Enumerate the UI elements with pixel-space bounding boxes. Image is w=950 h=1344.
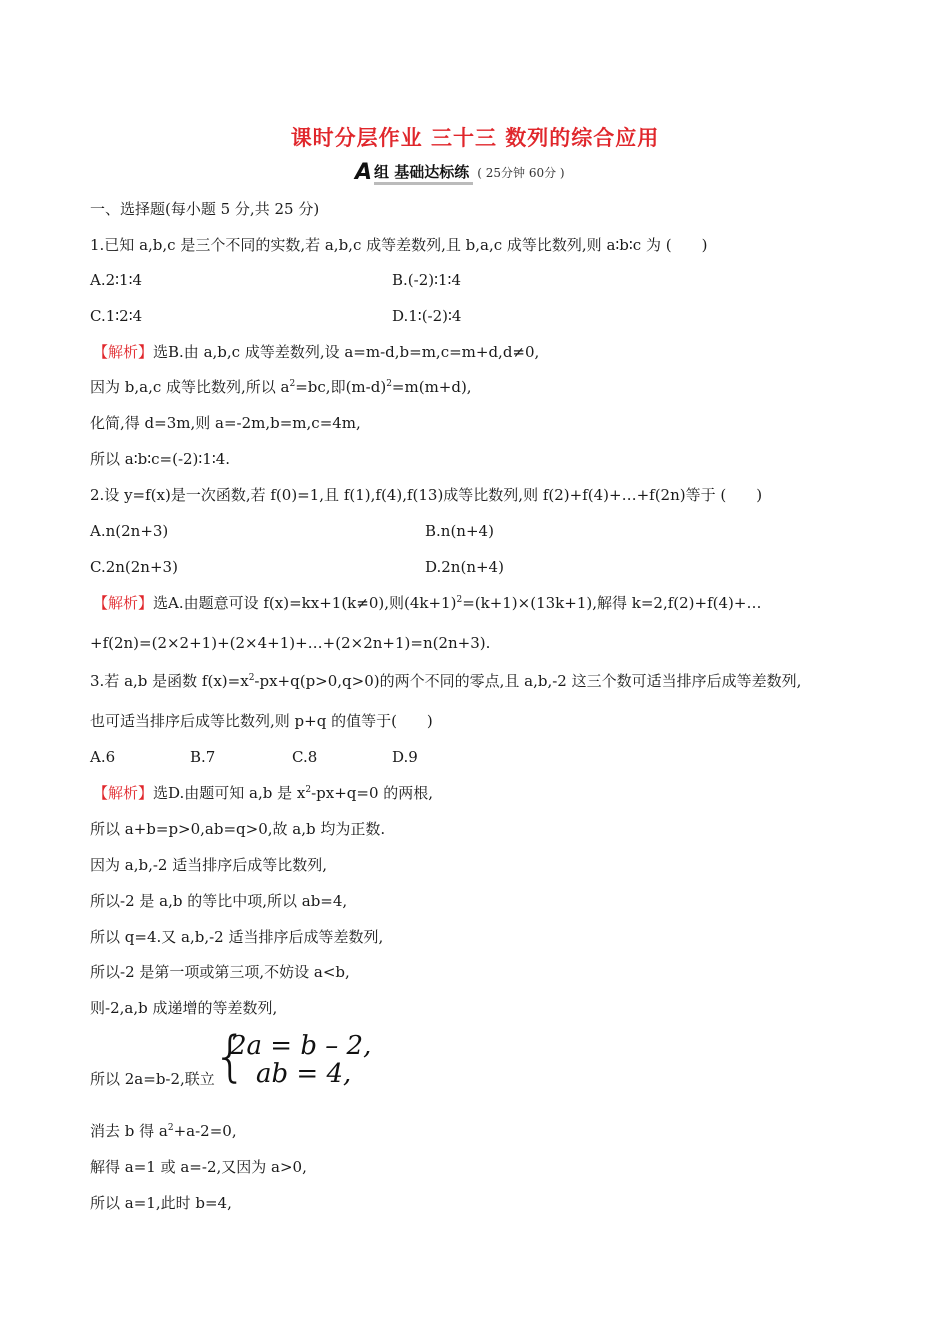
q2-option-b: B.n(n+4) [425,522,494,540]
q3-solution-line: 所以-2 是 a,b 的等比中项,所以 ab=4, [90,892,348,910]
q3-option-a: A.6 [90,748,116,766]
q2-option-a: A.n(2n+3) [90,522,169,540]
q3-solution-line: 所以 2a=b-2,联立 [90,1070,215,1088]
q3-option-d: D.9 [392,748,418,766]
q3-solution-line: 解得 a=1 或 a=-2,又因为 a>0, [90,1158,307,1176]
equation-line-1: 2a = b – 2, [230,1031,372,1061]
q3-option-c: C.8 [292,748,318,766]
q3-option-b: B.7 [190,748,216,766]
page-title: 课时分层作业 三十三 数列的综合应用 [290,126,660,150]
q2-stem: 2.设 y=f(x)是一次函数,若 f(0)=1,且 f(1),f(4),f(13)成等比数列,则 f(2)+f(4)+…+f(2n)等于 ( ) [90,486,763,504]
solution-tag: 【解析】 [93,343,154,361]
q1-solution-line: 【解析】选B.由 a,b,c 成等差数列,设 a=m-d,b=m,c=m+d,d≠0, [93,343,540,361]
q3-solution-line: 所以 a=1,此时 b=4, [90,1194,232,1212]
equation-line-2: ab = 4, [256,1059,352,1089]
q1-option-d: D.1∶(-2)∶4 [392,307,462,325]
q1-option-c: C.1∶2∶4 [90,307,143,325]
q3-solution-line: 所以 a+b=p>0,ab=q>0,故 a,b 均为正数. [90,820,386,838]
q3-solution-line: 所以 q=4.又 a,b,-2 适当排序后成等差数列, [90,928,384,946]
q2-solution-line: +f(2n)=(2×2+1)+(2×4+1)+…+(2×2n+1)=n(2n+3). [90,634,491,652]
q3-solution-line: 消去 b 得 $a^2+a-2=0$, [90,1122,237,1140]
q1-solution-line: 因为 b,a,c 成等比数列,所以 $a^2=bc$,即$(m-d)^2=m(m+d)$, [90,378,472,396]
q3-solution-line: 则-2,a,b 成递增的等差数列, [90,999,278,1017]
q1-option-b: B.(-2)∶1∶4 [392,271,462,289]
q3-solution-line: 因为 a,b,-2 适当排序后成等比数列, [90,856,327,874]
q1-option-a: A.2∶1∶4 [90,271,143,289]
q3-stem: 3.若 a,b 是函数 $f(x)=x^2-px+q(p>0,q>0)$的两个不同的零点,且 a,b,-2 这三个数可适当排序后成等差数列, [90,672,802,690]
q3-solution-line: 所以-2 是第一项或第三项,不妨设 a<b, [90,963,350,981]
section-heading: 一、选择题(每小题 5 分,共 25 分) [90,200,320,218]
solution-tag: 【解析】 [93,784,154,802]
q1-stem: 1.已知 a,b,c 是三个不同的实数,若 a,b,c 成等差数列,且 b,a,c 成等比数列,则 a∶b∶c 为 ( ) [90,236,708,254]
q2-option-d: D.2n(n+4) [425,558,504,576]
group-time: ( 25分钟 60分 ) [477,166,565,180]
equation-brace: { [213,1025,248,1088]
q3-solution-line: 【解析】选D.由题可知 a,b 是 $x^2-px+q=0$ 的两根, [93,784,434,802]
group-badge: A [355,160,373,185]
q2-solution-line: 【解析】选A.由题意可设 f(x)=kx+1(k≠0),则$(4k+1)^2=(k+1)\times(13k+1)$,解得 k=2,f(2)+f(4)+… [93,594,762,612]
q1-solution-line: 化简,得 d=3m,则 a=-2m,b=m,c=4m, [90,414,361,432]
solution-tag: 【解析】 [93,594,154,612]
q2-option-c: C.2n(2n+3) [90,558,178,576]
group-header [355,160,565,186]
q3-stem: 也可适当排序后成等比数列,则 p+q 的值等于( ) [90,712,433,730]
q1-solution-line: 所以 a∶b∶c=(-2)∶1∶4. [90,450,231,468]
group-name: 组 基础达标练 [374,161,473,185]
